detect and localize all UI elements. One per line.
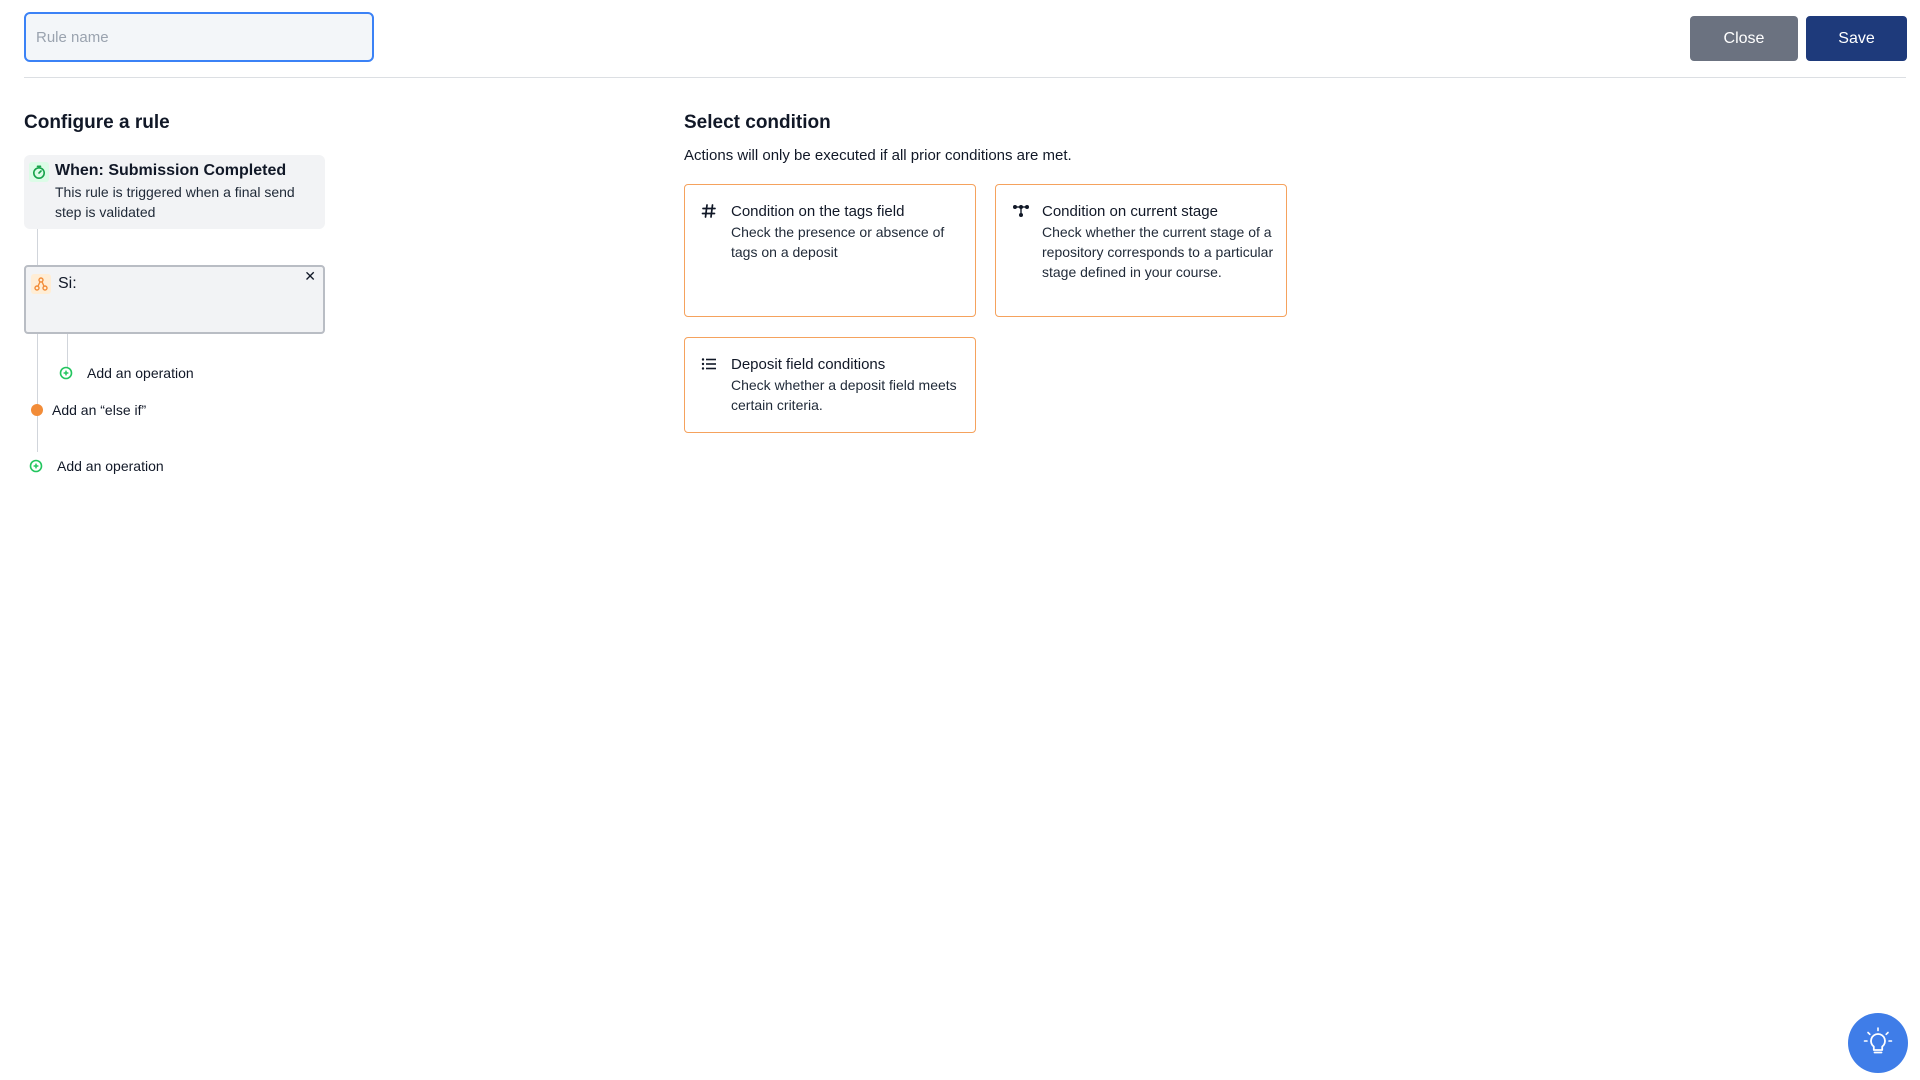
condition-card-stage[interactable] [995, 184, 1287, 317]
add-operation-nested-button[interactable] [59, 364, 194, 382]
save-button[interactable]: Save [1806, 16, 1907, 61]
orange-dot-icon [31, 404, 43, 416]
condition-card-tags[interactable] [684, 184, 976, 317]
help-button[interactable] [1848, 1013, 1908, 1073]
flow-connector [37, 229, 38, 265]
condition-card-description: Check whether the current stage of a repository corresponds to a particular stage defined in your course. [1042, 224, 1274, 280]
add-else-if-label: Add an “else if” [52, 402, 147, 418]
condition-card-title: Condition on the tags field [731, 203, 905, 220]
add-operation-label: Add an operation [87, 365, 194, 381]
condition-branch-icon [31, 274, 51, 294]
trigger-card [24, 155, 325, 229]
flow-connector [37, 334, 38, 452]
add-operation-button[interactable] [29, 457, 164, 475]
condition-card-description: Check the presence or absence of tags on a deposit [731, 224, 945, 260]
condition-card-deposit-field[interactable] [684, 337, 976, 433]
configure-rule-title: Configure a rule [24, 112, 170, 133]
header [24, 12, 1906, 62]
select-condition-subtitle: Actions will only be executed if all prior conditions are met. [684, 147, 1072, 164]
condition-card-title: Condition on current stage [1042, 203, 1218, 220]
add-operation-label: Add an operation [57, 458, 164, 474]
list-icon [701, 356, 717, 372]
condition-block-label: Si: [58, 275, 77, 292]
lightbulb-icon [1848, 1061, 1908, 1076]
hash-icon [701, 203, 717, 219]
condition-card-title: Deposit field conditions [731, 356, 886, 373]
header-divider [24, 77, 1906, 78]
trigger-title: When: Submission Completed [55, 162, 287, 179]
close-icon[interactable]: ✕ [304, 269, 316, 285]
rule-name-input[interactable] [24, 12, 374, 62]
stage-flow-icon [1012, 203, 1028, 219]
condition-card-description: Check whether a deposit field meets certain criteria. [731, 377, 957, 413]
plus-circle-icon [29, 459, 43, 473]
close-button[interactable]: Close [1690, 16, 1798, 61]
condition-block[interactable] [24, 265, 325, 334]
trigger-description: This rule is triggered when a final send step is validated [55, 184, 295, 220]
stopwatch-icon [29, 162, 49, 182]
nested-flow-connector [67, 334, 68, 368]
add-else-if-button[interactable] [31, 401, 146, 419]
plus-circle-icon [59, 366, 73, 380]
select-condition-title: Select condition [684, 112, 831, 133]
